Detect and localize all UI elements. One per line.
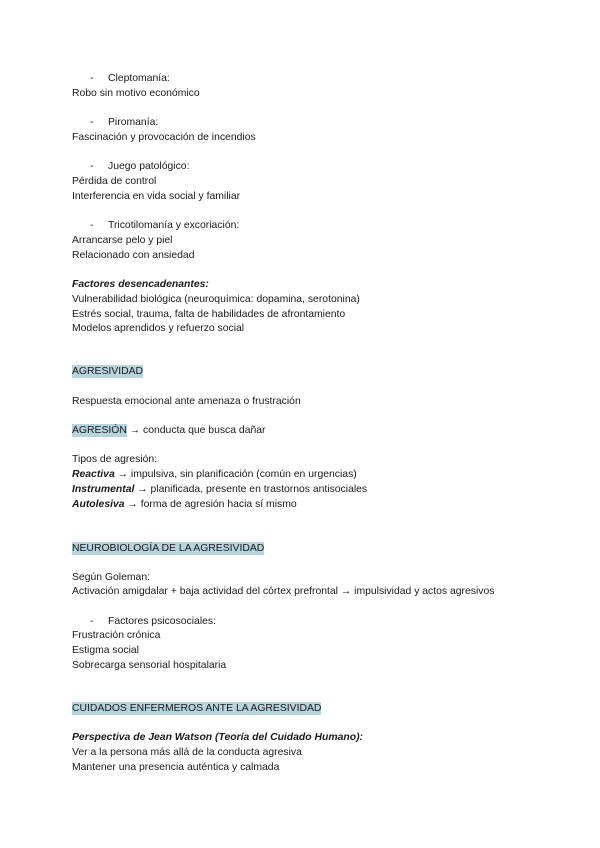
neurobiology-explanation: Activación amigdalar + baja actividad del córtex prefrontal → impulsividad y actos agresivos xyxy=(72,586,495,597)
aggression-type-name: Autolesiva xyxy=(72,499,125,510)
aggression-type-item xyxy=(72,498,297,511)
bullet-title: Tricotilomanía y excoriación: xyxy=(108,220,240,231)
psychosocial-line: Sobrecarga sensorial hospitalaria xyxy=(72,660,227,671)
kleptomania-line: Robo sin motivo económico xyxy=(72,88,200,99)
watson-perspective: Perspectiva de Jean Watson (Teoría del Cuidado Humano): xyxy=(72,732,363,743)
triggers-line: Modelos aprendidos y refuerzo social xyxy=(72,323,245,334)
section-heading-nursing-care xyxy=(72,702,321,715)
triggers-heading: Factores desencadenantes: xyxy=(72,279,209,290)
bullet-pyromania: - Piromanía: xyxy=(90,117,159,128)
heading-highlight: CUIDADOS ENFERMEROS ANTE LA AGRESIVIDAD xyxy=(72,703,322,714)
heading-highlight: NEUROBIOLOGÍA DE LA AGRESIVIDAD xyxy=(72,543,265,554)
section-heading-neurobiology xyxy=(72,542,264,555)
bullet-trichotillomania: - Tricotilomanía y excoriación: xyxy=(90,220,240,231)
nursing-care-line: Ver a la persona más allá de la conducta agresiva xyxy=(72,747,302,758)
bullet-title: Juego patológico: xyxy=(108,161,190,172)
aggression-definition: → conducta que busca dañar xyxy=(126,425,266,436)
aggression-types-label: Tipos de agresión: xyxy=(72,454,158,465)
aggressiveness-definition: Respuesta emocional ante amenaza o frustración xyxy=(72,396,301,407)
triggers-line: Vulnerabilidad biológica (neuroquímica: dopamina, serotonina) xyxy=(72,294,360,305)
aggression-term: AGRESIÓN xyxy=(72,425,127,436)
pyromania-line: Fascinación y provocación de incendios xyxy=(72,132,256,143)
triggers-line: Estrés social, trauma, falta de habilidades de afrontamiento xyxy=(72,309,346,320)
gambling-line: Interferencia en vida social y familiar xyxy=(72,191,241,202)
psychosocial-line: Frustración crónica xyxy=(72,630,161,641)
aggression-type-item xyxy=(72,483,367,496)
bullet-title: Cleptomanía: xyxy=(108,73,170,84)
trichotillomania-line: Relacionado con ansiedad xyxy=(72,250,195,261)
aggression-type-item xyxy=(72,468,357,481)
heading-highlight: AGRESIVIDAD xyxy=(72,366,144,377)
bullet-title: Piromanía: xyxy=(108,117,159,128)
aggression-type-name: Instrumental xyxy=(72,484,135,495)
aggression-type-name: Reactiva xyxy=(72,469,115,480)
neurobiology-source: Según Goleman: xyxy=(72,572,150,583)
bullet-title: Factores psicosociales: xyxy=(108,616,216,627)
aggression-type-desc: → impulsiva, sin planificación (común en urgencias) xyxy=(114,469,357,480)
psychosocial-line: Estigma social xyxy=(72,645,139,656)
bullet-kleptomania: - Cleptomanía: xyxy=(90,73,170,84)
trichotillomania-line: Arrancarse pelo y piel xyxy=(72,235,173,246)
section-heading-aggressiveness xyxy=(72,365,143,378)
aggression-type-desc: → forma de agresión hacia sí mismo xyxy=(124,499,297,510)
aggression-type-desc: → planificada, presente en trastornos antisociales xyxy=(134,484,368,495)
gambling-line: Pérdida de control xyxy=(72,176,157,187)
aggression-line xyxy=(72,424,266,437)
bullet-psychosocial: - Factores psicosociales: xyxy=(90,616,216,627)
nursing-care-line: Mantener una presencia auténtica y calmada xyxy=(72,762,280,773)
bullet-gambling: - Juego patológico: xyxy=(90,161,190,172)
